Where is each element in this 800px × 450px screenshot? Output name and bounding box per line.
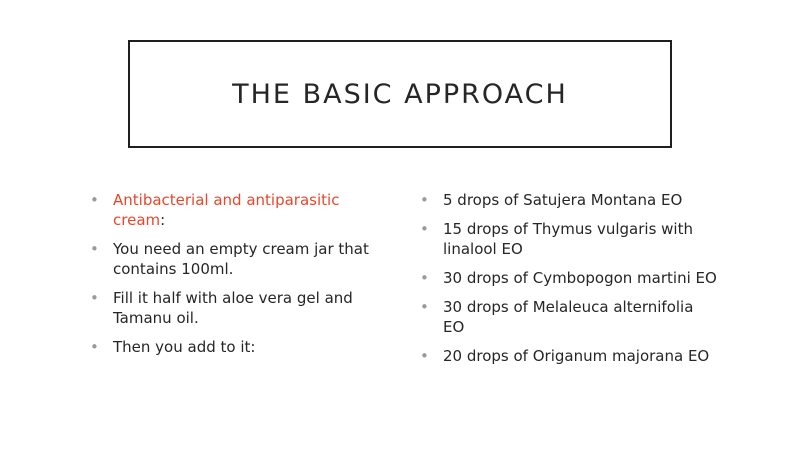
right-bullet-list xyxy=(418,190,718,375)
list-item xyxy=(88,239,388,279)
bullet-icon: • xyxy=(420,298,429,316)
list-item xyxy=(418,297,718,337)
bullet-icon: • xyxy=(420,269,429,287)
item-text: 20 drops of Origanum majorana EO xyxy=(443,347,710,365)
item-text: 30 drops of Melaleuca alternifolia EO xyxy=(443,298,694,336)
list-item xyxy=(88,288,388,328)
title-box xyxy=(128,40,672,148)
item-text: Then you add to it: xyxy=(113,338,256,356)
list-item xyxy=(418,219,718,259)
item-text: 30 drops of Cymbopogon martini EO xyxy=(443,269,717,287)
bullet-icon: • xyxy=(90,289,99,307)
bullet-icon: • xyxy=(420,191,429,209)
item-text: 15 drops of Thymus vulgaris with linalool EO xyxy=(443,220,693,258)
left-bullet-list xyxy=(88,190,388,366)
list-item xyxy=(88,337,388,357)
item-text-suffix: : xyxy=(160,211,166,229)
list-item xyxy=(88,190,388,230)
bullet-icon: • xyxy=(90,240,99,258)
slide-title: THE BASIC APPROACH xyxy=(232,78,568,110)
list-item xyxy=(418,346,718,366)
list-item xyxy=(418,268,718,288)
bullet-icon: • xyxy=(420,220,429,238)
item-text: Fill it half with aloe vera gel and Tamanu oil. xyxy=(113,289,353,327)
item-text: You need an empty cream jar that contains 100ml. xyxy=(113,240,369,278)
item-text: 5 drops of Satujera Montana EO xyxy=(443,191,683,209)
list-item xyxy=(418,190,718,210)
bullet-icon: • xyxy=(90,191,99,209)
bullet-icon: • xyxy=(90,338,99,356)
highlight-text: Antibacterial and antiparasitic cream xyxy=(113,191,340,229)
bullet-icon: • xyxy=(420,347,429,365)
